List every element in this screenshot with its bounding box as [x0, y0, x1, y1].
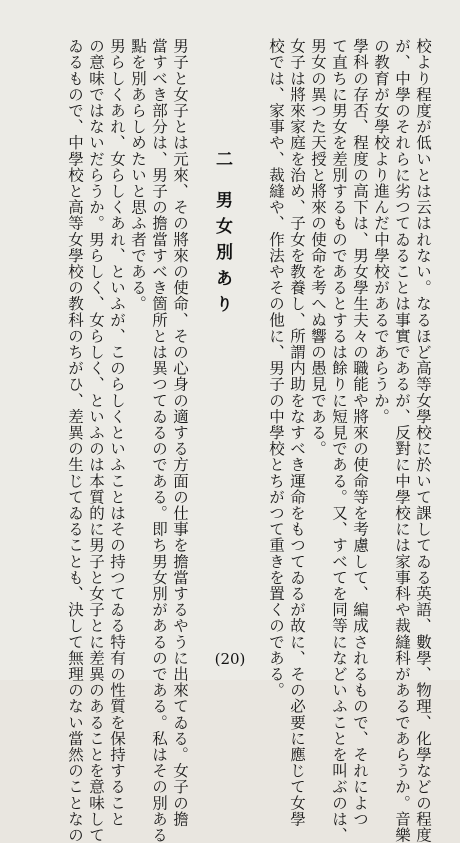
- body-column: 男らしくあれ、女らしくあれ、といふが、このらしくといふことはその持つてゐる特有の性質を保持すること: [108, 38, 126, 827]
- body-column: 點を別あらしめたいと思ふ者である。: [129, 38, 147, 312]
- body-column: 校より程度が低いとは云はれない。なるほど高等女學校に於いて課してゐる英語、數學、物理、化學などの程度: [414, 38, 432, 843]
- body-column: 當すべき部分は、男子の擔當すべき箇所とは異つてゐるのである。即ち男女別があるのである。私はその別ある: [150, 38, 168, 843]
- body-column: ゐるもので、中學校と高等女學校の教科のちがひ、差異の生じてゐることも、決して無理のない當然のことなの: [66, 38, 84, 843]
- body-column: の意味ではないだらうか。男らしく、女らしく、といふのは本質的に男子と女子とに差異のあることを意味して: [87, 38, 105, 843]
- page-number: (20): [214, 650, 246, 668]
- body-column: 男女の異つた天授と將來の使命を考へぬ響の愚見である。: [309, 38, 327, 457]
- body-column: 學科の存否、程度の高下は、男女學生夫々の職能や將來の使命等を考慮して、編成されるもので、それによつ: [351, 38, 369, 827]
- body-column: 校では、家事や、裁縫や、作法やその他に、男子の中學校とちがつて重きを置くのである。: [267, 38, 285, 699]
- body-column: の教育が女學校より進んだ中學校があるであらうか。: [372, 38, 390, 425]
- body-column: が、中學のそれらに劣つてゐることは事實であるが、反對に中學校には家事科や裁縫科があるであらうか。音樂: [393, 38, 411, 843]
- body-column: 男子と女子とは元來、その將來の使命、その心身の適する方面の仕事を擔當するやうに出來てゐる。女子の擔: [171, 38, 189, 827]
- section-heading: 二 男女別あり: [212, 150, 232, 321]
- body-column: て直ちに男女を差別するものであるとするは餘りに短見である。又、すべてを同等になどいふことを叫ぶのは、: [330, 38, 348, 843]
- body-column: 女子は將來家庭を治め、子女を教養し、所謂内助をなすべき運命をもつてゐるが故に、その必要に應じて女學: [288, 38, 306, 827]
